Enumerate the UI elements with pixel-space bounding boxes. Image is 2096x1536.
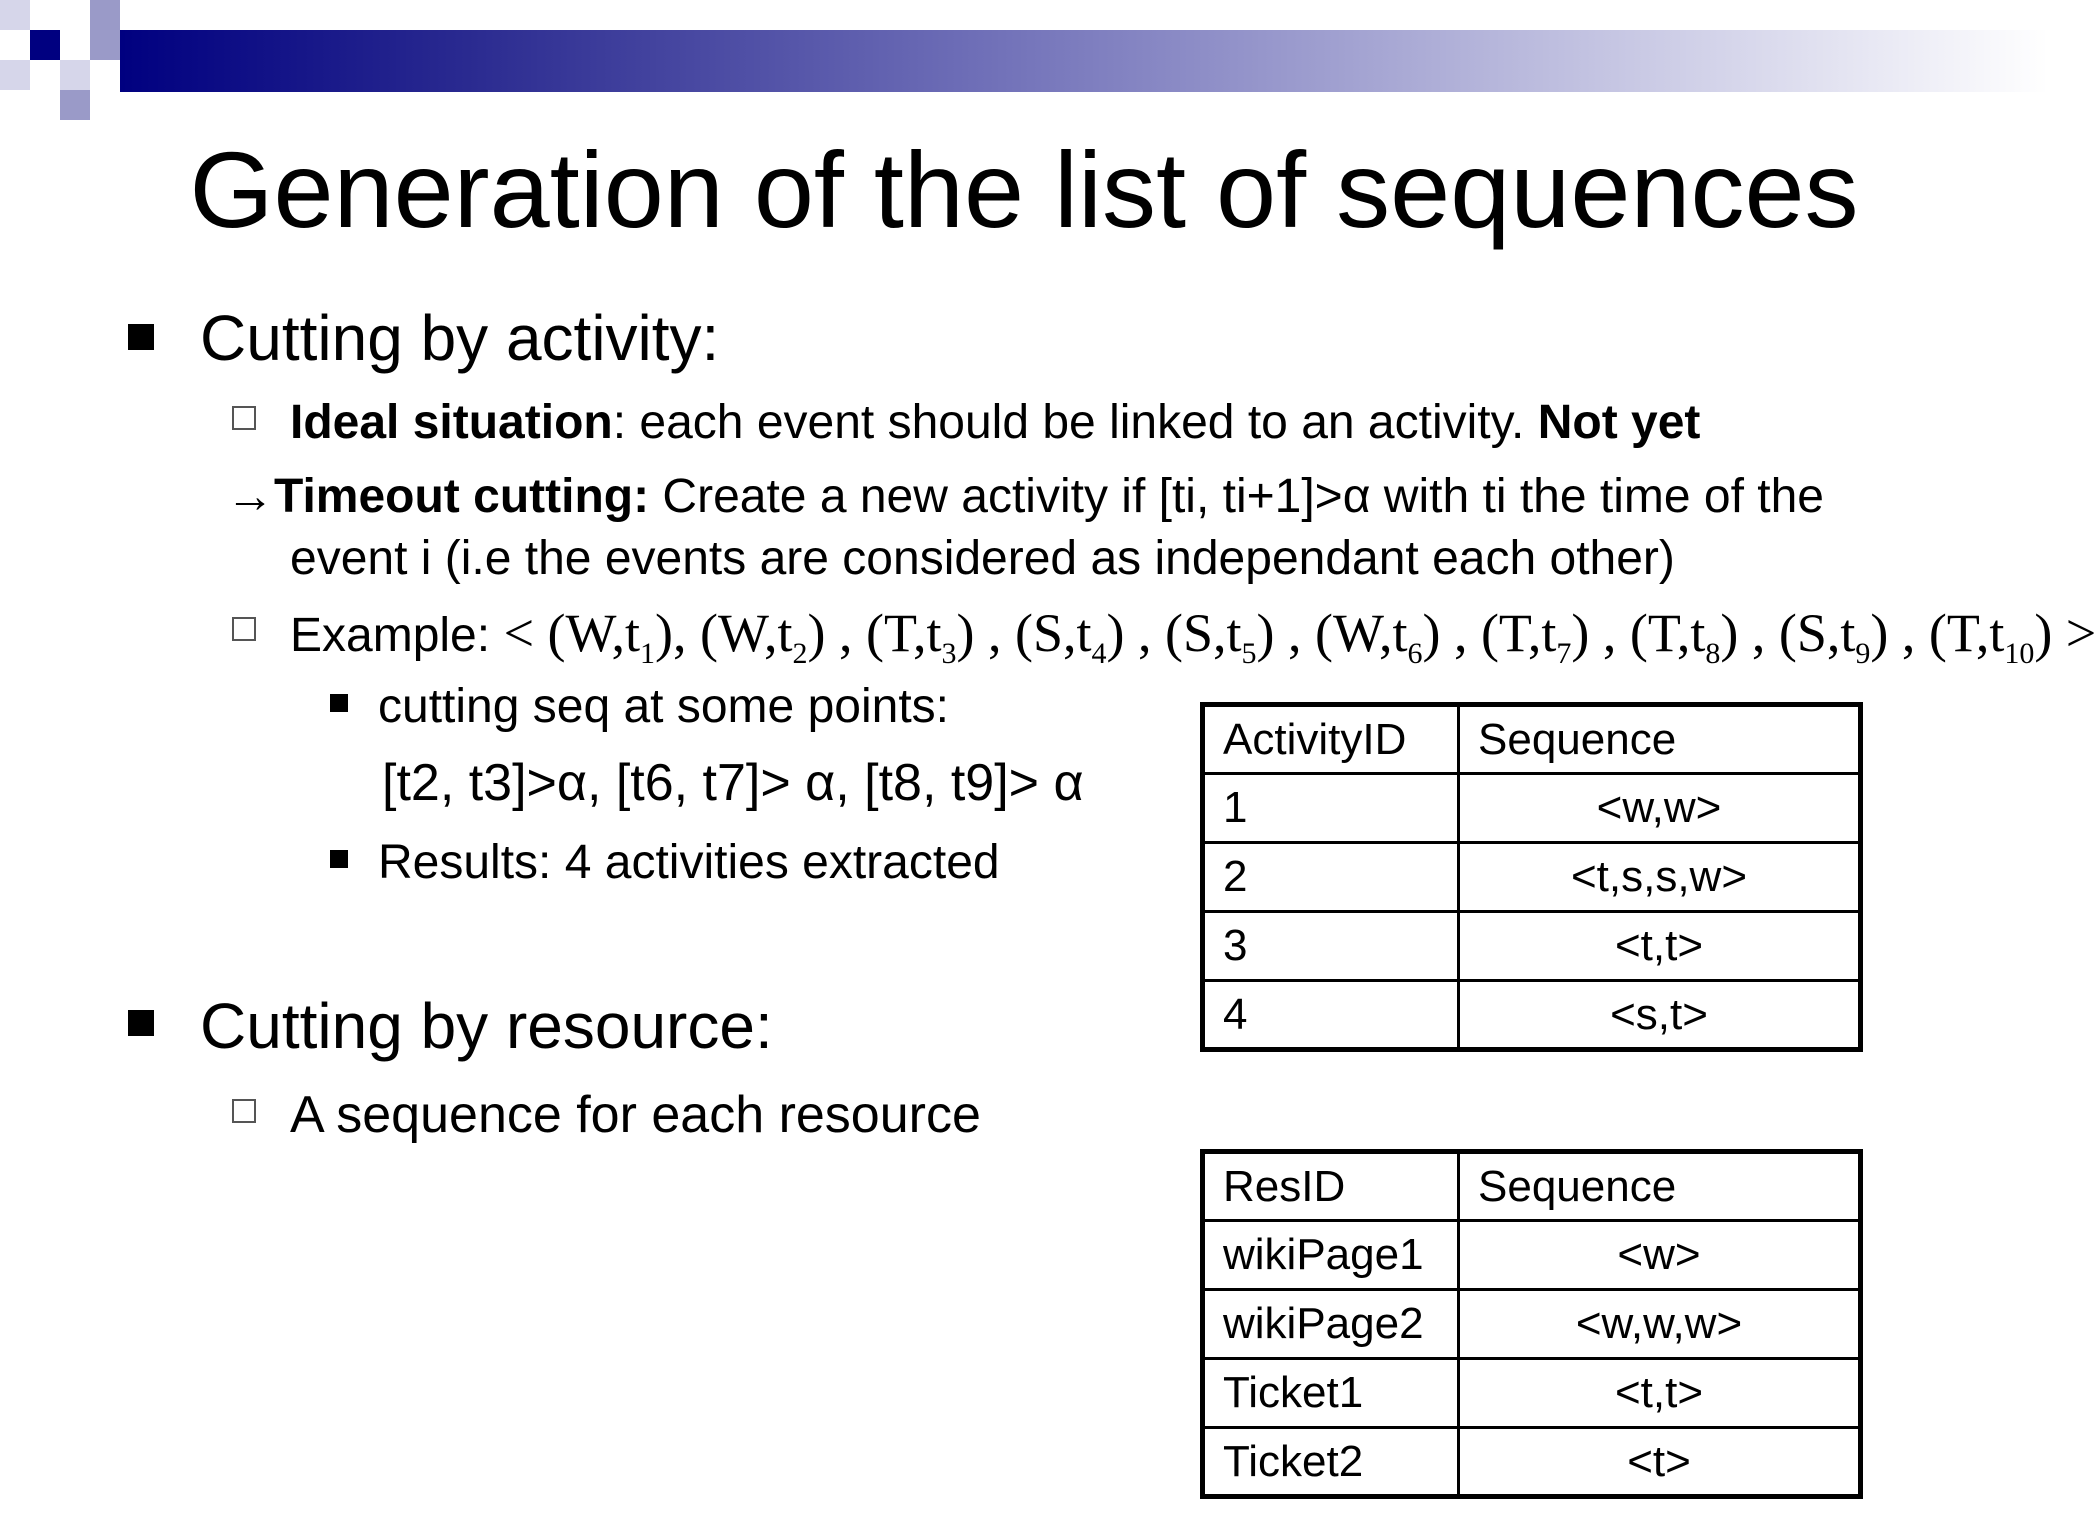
- table-cell-id: wikiPage1: [1203, 1221, 1459, 1290]
- decor-square: [60, 60, 90, 90]
- table-row: [1203, 981, 1861, 1050]
- section-heading-activity: Cutting by activity:: [200, 302, 720, 374]
- ideal-text: : each event should be linked to an activity.: [612, 396, 1538, 449]
- table-header-row: [1203, 1152, 1861, 1221]
- table-header-row: [1203, 705, 1861, 774]
- table-cell-sequence: <t,t>: [1459, 912, 1861, 981]
- header-gradient-bar: [120, 30, 2048, 92]
- bullet-hollow-square: [232, 617, 256, 641]
- table-header-cell: ResID: [1203, 1152, 1459, 1221]
- table-cell-id: 1: [1203, 774, 1459, 843]
- slide-title: Generation of the list of sequences: [189, 129, 1859, 250]
- timeout-text: Create a new activity if [ti, ti+1]>α with ti the time of the: [649, 470, 1824, 523]
- bullet-square: [128, 1010, 154, 1036]
- table-cell-sequence: <t>: [1459, 1428, 1861, 1497]
- cut-label: cutting seq at some points:: [378, 680, 949, 733]
- table-cell-id: 4: [1203, 981, 1459, 1050]
- table-row: [1203, 1221, 1861, 1290]
- table-cell-sequence: <w>: [1459, 1221, 1861, 1290]
- table-cell-id: wikiPage2: [1203, 1290, 1459, 1359]
- table-row: [1203, 774, 1861, 843]
- ideal-label: Ideal situation: [290, 396, 613, 449]
- timeout-label: Timeout cutting:: [274, 470, 650, 523]
- table-cell-sequence: <w,w,w>: [1459, 1290, 1861, 1359]
- table-header-cell: Sequence: [1459, 705, 1861, 774]
- not-yet-label: Not yet: [1537, 396, 1701, 449]
- decor-square: [90, 30, 120, 60]
- resource-table: [1200, 1149, 1863, 1499]
- table-cell-sequence: <t,t>: [1459, 1359, 1861, 1428]
- table-header-cell: Sequence: [1459, 1152, 1861, 1221]
- example-formula: < $(W,t_1)$, $(W,t_2)$ , $(T,t_3)$ , $(S,t_4)$ , $(S,t_5)$ , $(W,t_6)$ , $(T,t_7)$ , $(T,t_8)$ , $(S,t_9)$ , $(T,t_{10})$ >: [490, 603, 2096, 670]
- table-row: [1203, 1290, 1861, 1359]
- table-row: [1203, 843, 1861, 912]
- decor-square: [0, 60, 30, 90]
- table-cell-id: Ticket2: [1203, 1428, 1459, 1497]
- table-cell-id: 2: [1203, 843, 1459, 912]
- table-cell-sequence: <w,w>: [1459, 774, 1861, 843]
- table-row: [1203, 1428, 1861, 1497]
- bullet-small-square: [330, 694, 348, 712]
- timeout-line-2: event i (i.e the events are considered as independant each other): [290, 532, 1675, 585]
- table-header-cell: ActivityID: [1203, 705, 1459, 774]
- decor-square: [0, 0, 30, 30]
- timeout-line: [226, 468, 1824, 526]
- ideal-situation-line: [290, 394, 1700, 452]
- activity-table: [1200, 702, 1863, 1052]
- table-cell-sequence: <s,t>: [1459, 981, 1861, 1050]
- decor-square: [90, 0, 120, 30]
- decor-square: [60, 90, 90, 120]
- table-cell-sequence: <t,s,s,w>: [1459, 843, 1861, 912]
- section-heading-resource: Cutting by resource:: [200, 990, 773, 1062]
- results-text: Results: 4 activities extracted: [378, 836, 1000, 889]
- bullet-square: [128, 324, 154, 350]
- example-line: [290, 604, 2096, 683]
- decor-square: [30, 30, 60, 60]
- resource-item: A sequence for each resource: [290, 1086, 981, 1144]
- cut-points: [t2, t3]>α, [t6, t7]> α, [t8, t9]> α: [382, 754, 1084, 812]
- table-row: [1203, 912, 1861, 981]
- table-cell-id: 3: [1203, 912, 1459, 981]
- bullet-hollow-square: [232, 406, 256, 430]
- table-row: [1203, 1359, 1861, 1428]
- arrow-icon: →: [226, 470, 274, 523]
- example-label: Example:: [290, 609, 491, 662]
- table-cell-id: Ticket1: [1203, 1359, 1459, 1428]
- bullet-small-square: [330, 850, 348, 868]
- bullet-hollow-square: [232, 1099, 256, 1123]
